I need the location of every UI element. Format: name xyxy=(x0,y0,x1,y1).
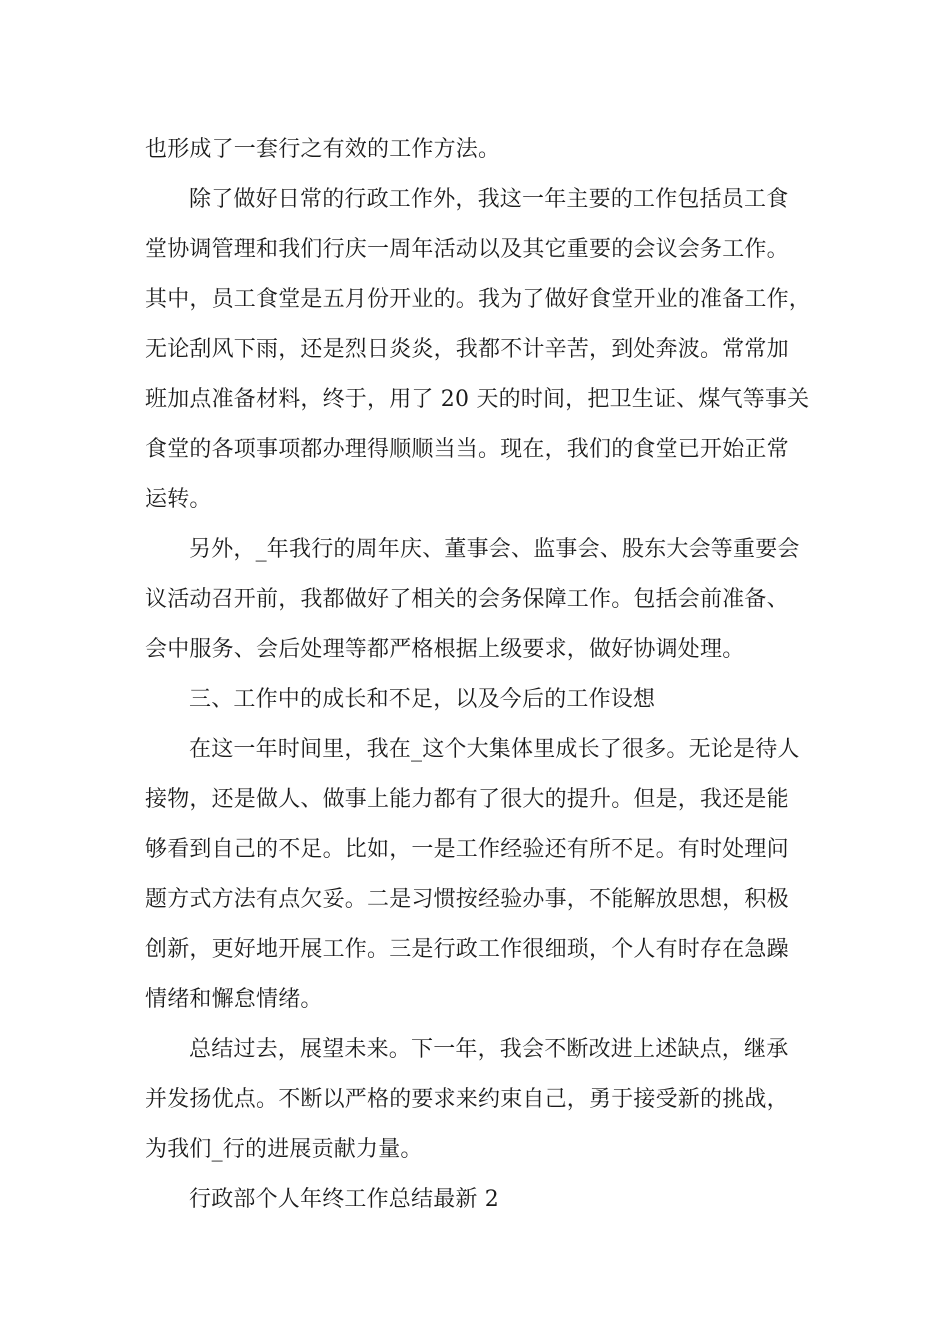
text-line-18: 情绪和懈怠情绪。 xyxy=(145,987,323,1012)
text-line-13: 在这一年时间里，我在_这个大集体里成长了很多。无论是待人 xyxy=(189,737,800,762)
text-line-7: 食堂的各项事项都办理得顺顺当当。现在，我们的食堂已开始正常 xyxy=(145,437,789,462)
text-line-20: 并发扬优点。不断以严格的要求来约束自己，勇于接受新的挑战， xyxy=(145,1087,789,1112)
text-line-8: 运转。 xyxy=(145,487,212,512)
text-line-9: 另外，_年我行的周年庆、董事会、监事会、股东大会等重要会 xyxy=(189,537,800,562)
text-line-1: 也形成了一套行之有效的工作方法。 xyxy=(145,137,501,162)
text-line-10: 议活动召开前，我都做好了相关的会务保障工作。包括会前准备、 xyxy=(145,587,789,612)
text-line-6: 班加点准备材料，终于，用了 20 天的时间，把卫生证、煤气等事关 xyxy=(145,387,810,412)
text-line-17: 创新，更好地开展工作。三是行政工作很细琐，个人有时存在急躁 xyxy=(145,937,789,962)
text-line-3: 堂协调管理和我们行庆一周年活动以及其它重要的会议会务工作。 xyxy=(145,237,789,262)
text-line-2: 除了做好日常的行政工作外，我这一年主要的工作包括员工食 xyxy=(189,187,789,212)
text-line-16: 题方式方法有点欠妥。二是习惯按经验办事，不能解放思想，积极 xyxy=(145,887,789,912)
text-line-21: 为我们_行的进展贡献力量。 xyxy=(145,1137,423,1162)
text-line-14: 接物，还是做人、做事上能力都有了很大的提升。但是，我还是能 xyxy=(145,787,789,812)
text-line-19: 总结过去，展望未来。下一年，我会不断改进上述缺点，继承 xyxy=(189,1037,789,1062)
document-subtitle: 行政部个人年终工作总结最新 2 xyxy=(189,1187,499,1212)
text-line-5: 无论刮风下雨，还是烈日炎炎，我都不计辛苦，到处奔波。常常加 xyxy=(145,337,789,362)
section-heading: 三、工作中的成长和不足，以及今后的工作设想 xyxy=(189,687,656,712)
text-line-15: 够看到自己的不足。比如，一是工作经验还有所不足。有时处理问 xyxy=(145,837,789,862)
text-line-11: 会中服务、会后处理等都严格根据上级要求，做好协调处理。 xyxy=(145,637,745,662)
text-line-4: 其中，员工食堂是五月份开业的。我为了做好食堂开业的准备工作， xyxy=(145,287,812,312)
